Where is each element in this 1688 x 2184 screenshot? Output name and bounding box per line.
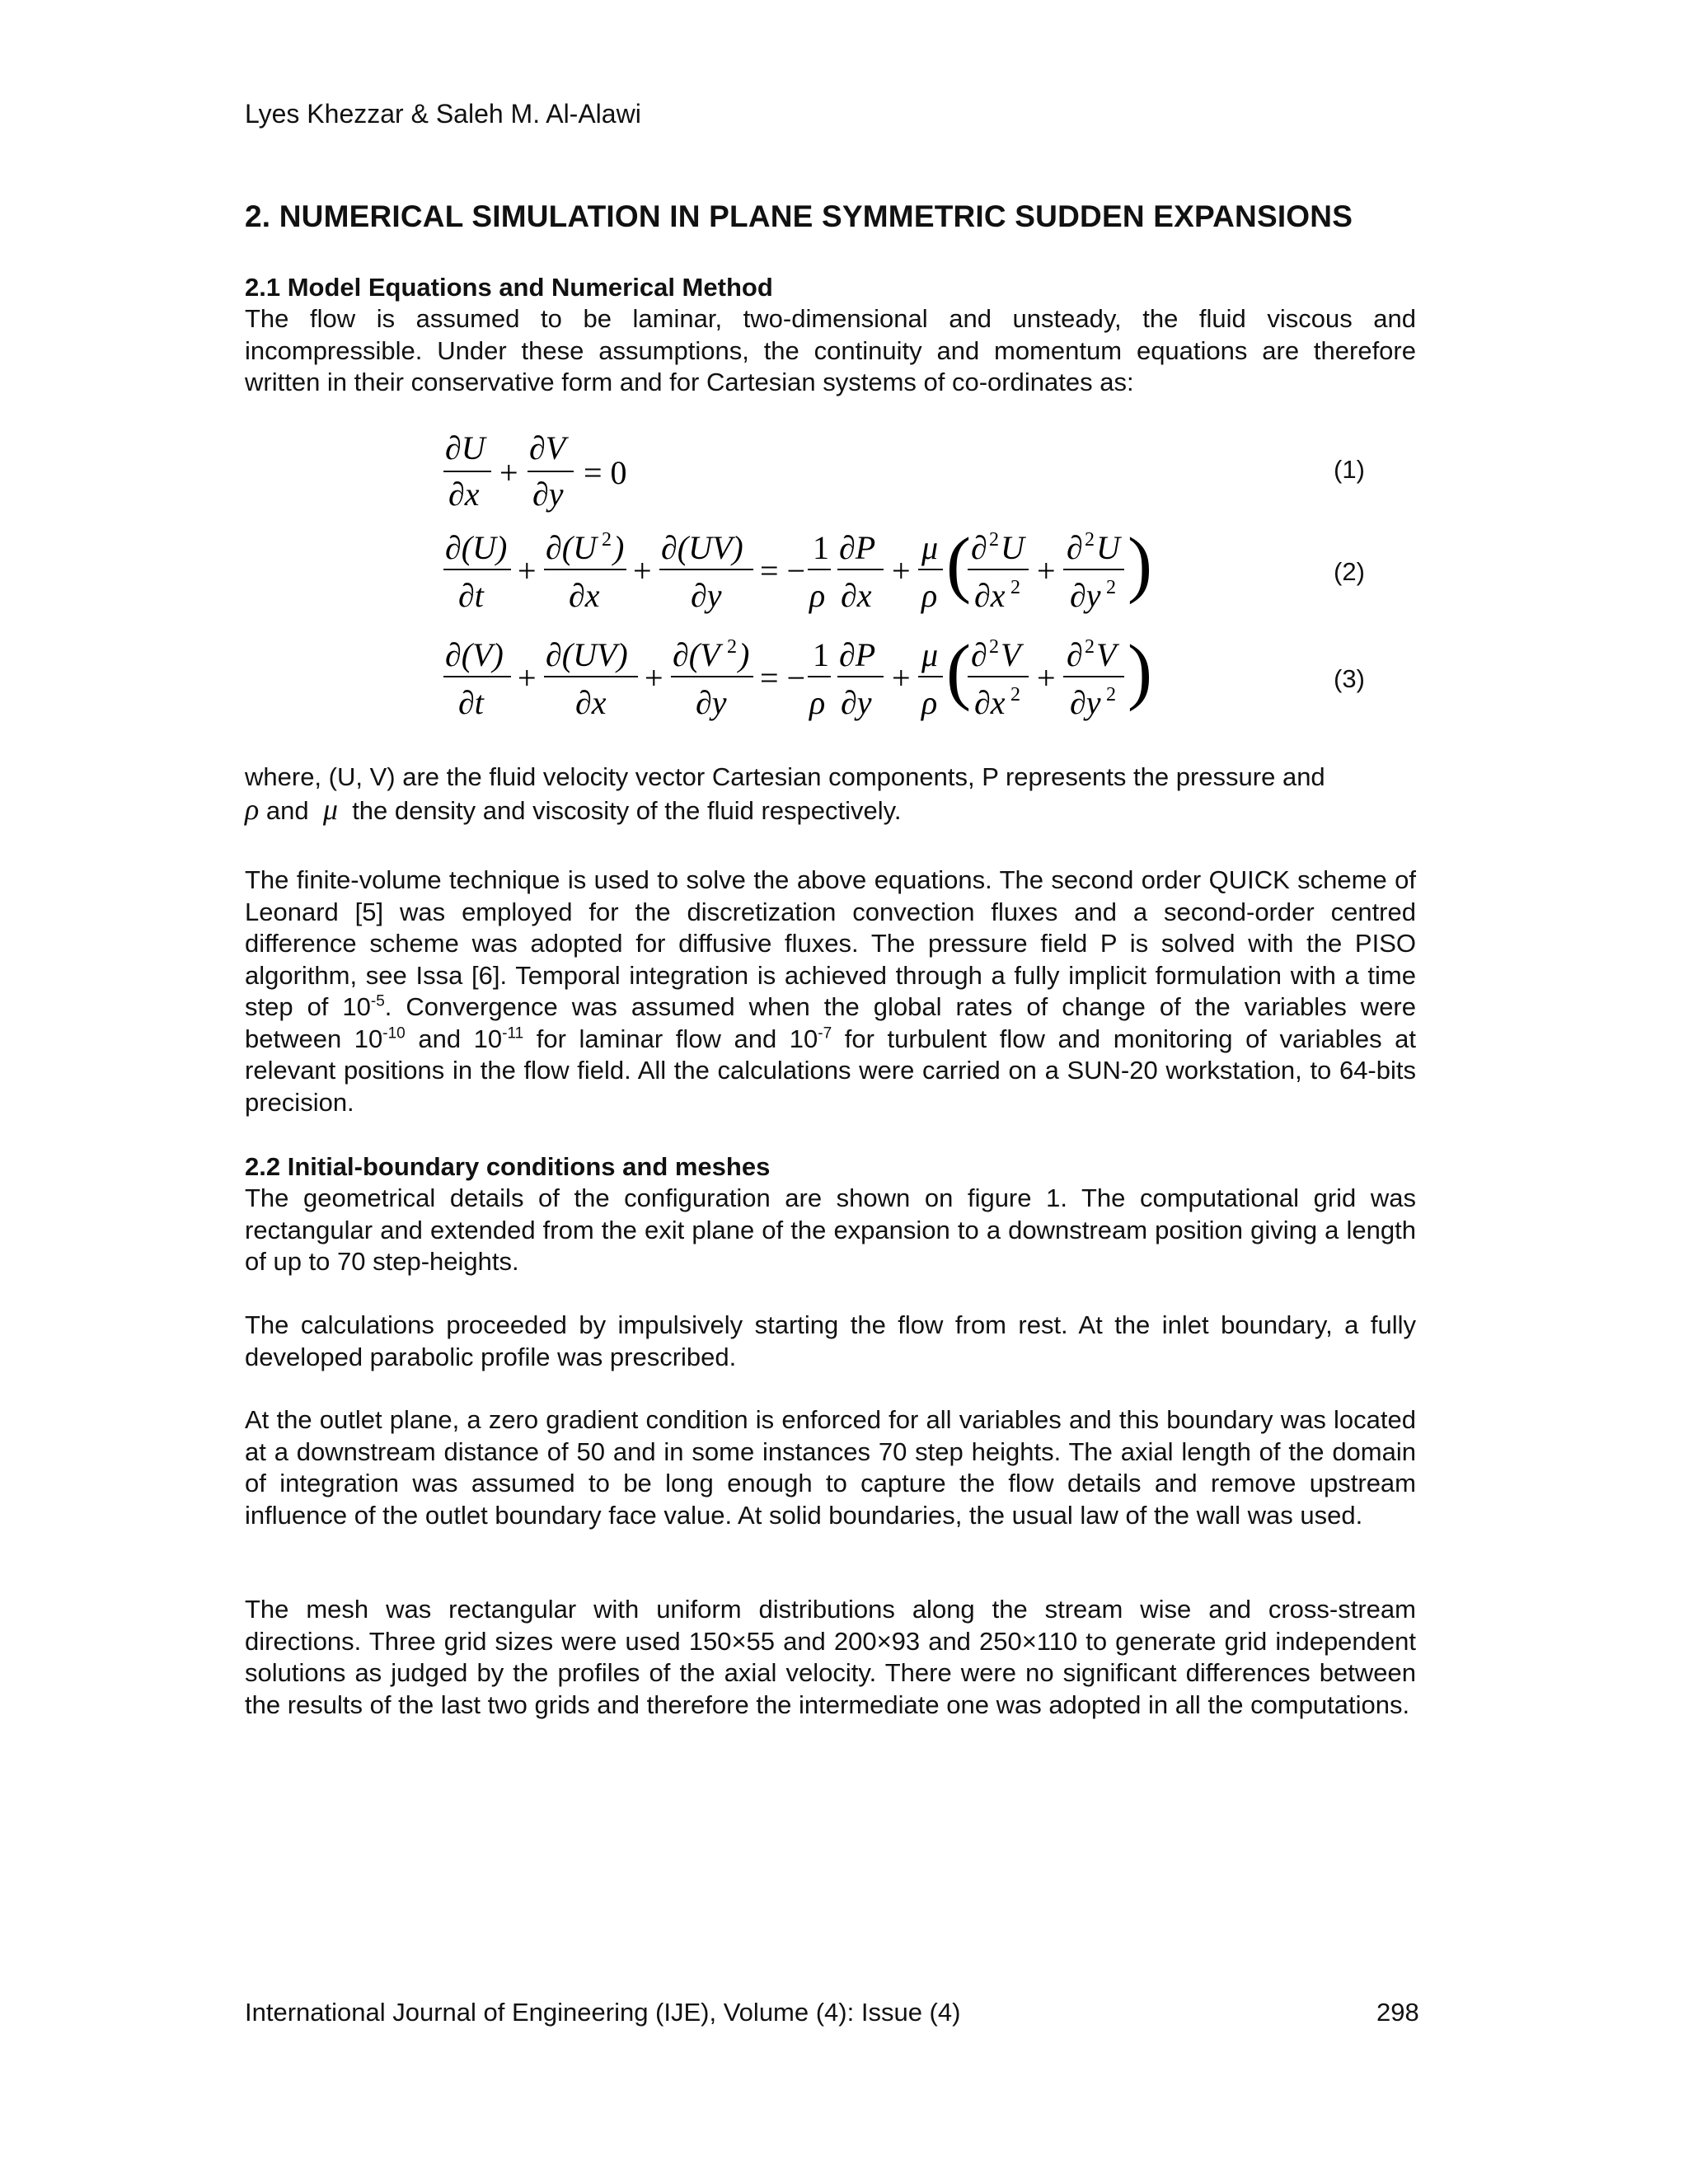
equation-number-3: (3): [1334, 664, 1365, 693]
symbol-mu: μ: [322, 792, 338, 826]
svg-text:∂y: ∂y: [532, 476, 564, 513]
svg-text:∂(V: ∂(V: [673, 636, 720, 673]
subsection-title-model-equations: 2.1 Model Equations and Numerical Method: [245, 273, 773, 302]
svg-text:= −: = −: [760, 552, 806, 589]
where-line-1: where, (U, V) are the fluid velocity vector Cartesian components, P represents the pressure and: [245, 762, 1325, 791]
svg-text:ρ: ρ: [809, 684, 826, 721]
svg-text:ρ: ρ: [921, 684, 938, 721]
svg-text:V: V: [1001, 636, 1021, 673]
svg-text:∂(UV): ∂(UV): [546, 636, 628, 673]
exponent-time-step: -5: [370, 992, 385, 1010]
svg-text:∂V: ∂V: [529, 429, 566, 466]
svg-text:∂P: ∂P: [839, 636, 876, 673]
svg-text:ρ: ρ: [809, 577, 826, 614]
svg-text:+: +: [892, 659, 911, 696]
svg-text:+: +: [1037, 659, 1056, 696]
svg-text:(: (: [946, 630, 971, 712]
svg-text:2: 2: [1106, 577, 1116, 598]
svg-text:2: 2: [727, 636, 737, 658]
svg-text:2: 2: [602, 529, 612, 551]
running-header-authors: Lyes Khezzar & Saleh M. Al-Alawi: [245, 99, 641, 129]
method-text-4: for laminar flow and 10: [523, 1024, 818, 1053]
symbol-rho: ρ: [245, 792, 260, 826]
paragraph-geometry: The geometrical details of the configuration are shown on figure 1. The computational grid was rectangular and extended from the exit plane of the expansion to a downstream position giving a length of up to 70 step-heights.: [245, 1183, 1416, 1276]
footer-page-number: 298: [1376, 1998, 1419, 2027]
svg-text:∂x: ∂x: [448, 476, 480, 513]
where-line-2: the density and viscosity of the fluid respectively.: [352, 795, 902, 825]
footer-journal: International Journal of Engineering (IJE), Volume (4): Issue (4): [245, 1998, 961, 2027]
svg-text:): ): [1128, 630, 1152, 712]
svg-text:∂x: ∂x: [575, 684, 607, 721]
svg-text:1: 1: [813, 529, 829, 566]
equation-number-1: (1): [1334, 455, 1365, 484]
svg-text:∂x: ∂x: [841, 577, 872, 614]
svg-text:2: 2: [1010, 684, 1020, 705]
svg-text:2: 2: [989, 529, 999, 551]
where-and: and: [265, 795, 309, 825]
svg-text:+: +: [892, 552, 911, 589]
svg-text:+: +: [633, 552, 652, 589]
equation-y-momentum: [437, 625, 1195, 728]
svg-text:2: 2: [1106, 684, 1116, 705]
svg-text:2: 2: [1085, 529, 1095, 551]
svg-text:∂(UV): ∂(UV): [661, 529, 743, 566]
svg-text:∂: ∂: [971, 636, 987, 673]
svg-text:1: 1: [813, 636, 829, 673]
svg-text:U: U: [1001, 529, 1025, 566]
svg-text:∂t: ∂t: [458, 577, 484, 614]
svg-text:∂y: ∂y: [1070, 684, 1101, 721]
method-text-2: . Convergence was assumed when the global rates of change of the variables were between 10: [245, 992, 1417, 1053]
exponent-laminar-lower: -10: [382, 1024, 406, 1043]
paragraph-where: [245, 762, 1416, 827]
paragraph-outlet: At the outlet plane, a zero gradient condition is enforced for all variables and this boundary was located at a downstream distance of 50 and in some instances 70 step heights. The axial length of the domain of integration was assumed to be long enough to capture the flow details and remove upstream influence of the outlet boundary face value. At solid boundaries, the usual law of the wall was used.: [245, 1405, 1416, 1530]
exponent-laminar-upper: -11: [502, 1024, 524, 1043]
svg-text:∂y: ∂y: [691, 577, 722, 614]
svg-text:μ: μ: [921, 636, 939, 673]
svg-text:∂x: ∂x: [974, 684, 1006, 721]
svg-text:∂(V): ∂(V): [445, 636, 504, 673]
method-text-3: and 10: [405, 1024, 503, 1053]
svg-text:+: +: [499, 454, 518, 491]
svg-text:V: V: [1096, 636, 1117, 673]
svg-text:= −: = −: [760, 659, 806, 696]
svg-text:∂x: ∂x: [569, 577, 600, 614]
paragraph-numerical-method: [245, 865, 1416, 1118]
svg-text:∂U: ∂U: [445, 429, 485, 466]
svg-text:): ): [613, 529, 625, 566]
svg-text:ρ: ρ: [921, 577, 938, 614]
svg-text:+: +: [518, 659, 537, 696]
svg-text:∂: ∂: [971, 529, 987, 566]
method-text-1: The finite-volume technique is used to solve the above equations. The second order QUICK scheme of Leonard [5] was employed for the discretization convection fluxes and a second-order centred difference scheme was adopted for diffusive fluxes. The pressure field P is solved with the PISO algorithm, see Issa [6]. Temporal integration is achieved through a fully implicit formulation with a time step of 10: [245, 865, 1416, 1021]
svg-text:∂y: ∂y: [841, 684, 872, 721]
svg-text:): ): [738, 636, 750, 673]
svg-text:= 0: = 0: [584, 454, 627, 491]
svg-text:(: (: [946, 523, 971, 605]
exponent-turbulent: -7: [818, 1024, 832, 1043]
paragraph-inlet: The calculations proceeded by impulsively starting the flow from rest. At the inlet boundary, a fully developed parabolic profile was prescribed.: [245, 1310, 1416, 1371]
svg-text:U: U: [1096, 529, 1120, 566]
svg-text:2: 2: [1085, 636, 1095, 658]
method-text-5: for turbulent flow and monitoring of variables at relevant positions in the flow field. All the calculations were carried on a SUN-20 workstation, to 64-bits precision.: [245, 1024, 1417, 1117]
paragraph-mesh: The mesh was rectangular with uniform distributions along the stream wise and cross-stream directions. Three grid sizes were used 150×55 and 200×93 and 250×110 to generate grid independent solutions as judged by the profiles of the axial velocity. There were no significant differences between the results of the last two grids and therefore the intermediate one was adopted in all the computations.: [245, 1595, 1416, 1719]
equation-number-2: (2): [1334, 557, 1365, 586]
svg-text:μ: μ: [921, 529, 939, 566]
svg-text:∂y: ∂y: [1070, 577, 1101, 614]
svg-text:∂P: ∂P: [839, 529, 876, 566]
svg-text:∂(U): ∂(U): [445, 529, 508, 566]
svg-text:+: +: [1037, 552, 1056, 589]
section-title: 2. NUMERICAL SIMULATION IN PLANE SYMMETRIC SUDDEN EXPANSIONS: [245, 199, 1353, 233]
svg-text:∂: ∂: [1067, 529, 1083, 566]
svg-text:∂x: ∂x: [974, 577, 1006, 614]
svg-text:∂y: ∂y: [696, 684, 727, 721]
svg-text:+: +: [518, 552, 537, 589]
paragraph-assumptions: The flow is assumed to be laminar, two-dimensional and unsteady, the fluid viscous and incompressible. Under these assumptions, the continuity and momentum equations are therefore written in their conservative form and for Cartesian systems of co-ordinates as:: [245, 304, 1416, 396]
svg-text:2: 2: [1010, 577, 1020, 598]
svg-text:∂t: ∂t: [458, 684, 484, 721]
svg-text:∂: ∂: [1067, 636, 1083, 673]
svg-text:∂(U: ∂(U: [546, 529, 597, 566]
svg-text:): ): [1128, 523, 1152, 605]
svg-text:+: +: [645, 659, 663, 696]
equation-continuity: [437, 424, 1195, 515]
subsection-title-boundary-conditions: 2.2 Initial-boundary conditions and meshes: [245, 1152, 771, 1181]
equation-x-momentum: [437, 518, 1195, 621]
svg-text:2: 2: [989, 636, 999, 658]
